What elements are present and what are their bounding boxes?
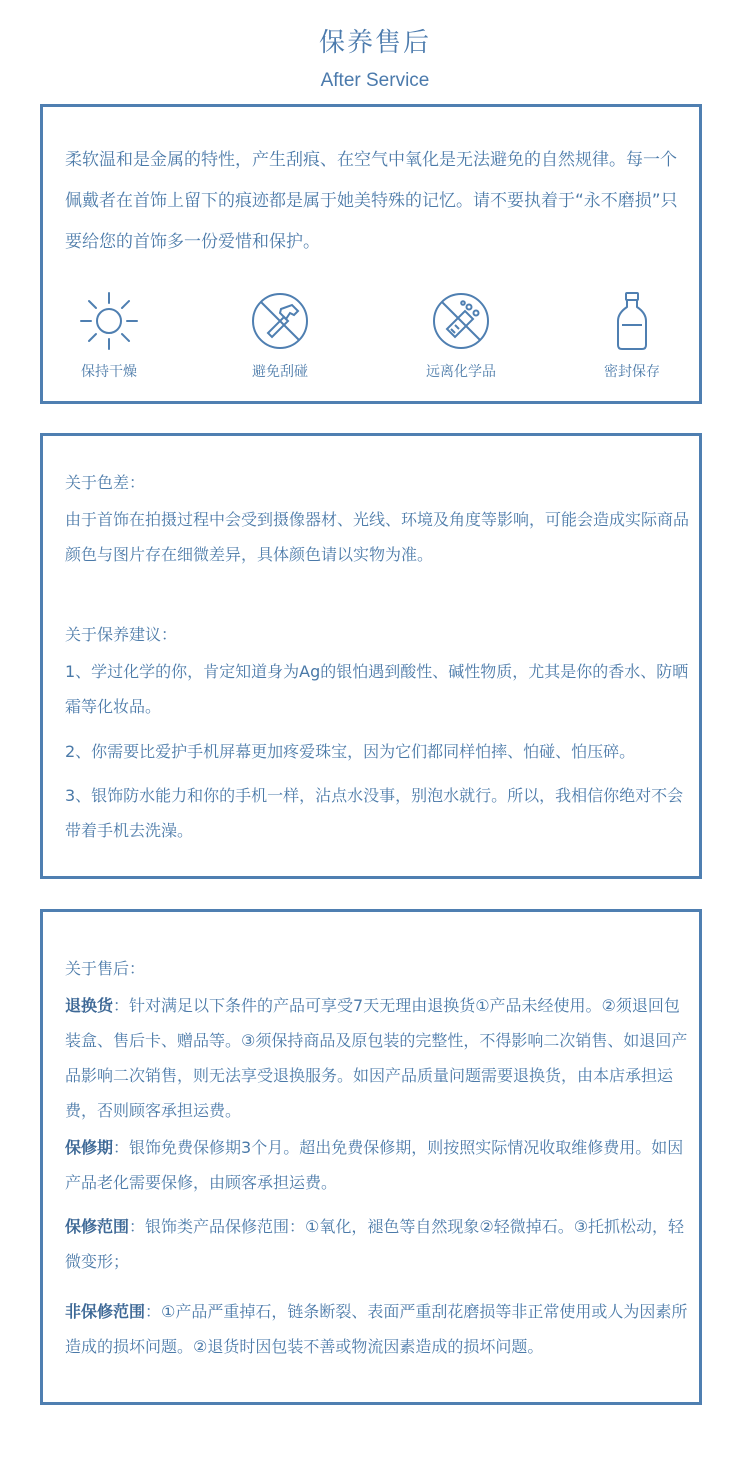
care-icons	[43, 289, 699, 389]
maintenance-item-2: 2、你需要比爱护手机屏幕更加疼爱珠宝，因为它们都同样怕摔、怕碰、怕压碎。	[65, 742, 636, 761]
term-returns: 退换货	[65, 996, 114, 1015]
page-subtitle: After Service	[320, 70, 430, 91]
care-item-sealed	[567, 289, 697, 381]
after-sales-heading: 关于售后：	[65, 959, 146, 978]
care-intro: 柔软温和是金属的特性，产生刮痕、在空气中氧化是无法避免的自然规律。每一个佩戴者在首饰上留下的痕迹都是属于她美特殊的记忆。请不要执着于“永不磨损”只要给您的首饰多一份爱惜和保护。	[65, 150, 678, 252]
after-sales-item-exclusions	[65, 1294, 689, 1364]
text-returns: ：针对满足以下条件的产品可享受7天无理由退换货①产品未经使用。②须退回包装盒、售后卡、赠品等。③须保持商品及原包装的完整性，不得影响二次销售、如退回产品影响二次销售，则无法享受退换服务。如因产品质量问题需要退换货，由本店承担运费，否则顾客承担运费。	[65, 996, 688, 1120]
maintenance-heading: 关于保养建议：	[65, 625, 178, 644]
maintenance-item-3: 3、银饰防水能力和你的手机一样，沾点水没事，别泡水就行。所以，我相信你绝对不会带着手机去洗澡。	[65, 786, 684, 840]
after-sales-panel	[40, 909, 702, 1405]
care-label-scratch: 避免刮碰	[252, 364, 308, 380]
color-text: 由于首饰在拍摄过程中会受到摄像器材、光线、环境及角度等影响，可能会造成实际商品颜色与图片存在细微差异，具体颜色请以实物为准。	[65, 510, 690, 564]
chemical-prohibited-icon	[429, 289, 493, 353]
term-coverage: 保修范围	[65, 1217, 130, 1236]
hammer-prohibited-icon	[248, 289, 312, 353]
care-panel	[40, 104, 702, 404]
term-exclusions: 非保修范围	[65, 1302, 146, 1321]
after-sales-item-returns	[65, 988, 689, 1128]
maintenance-panel	[40, 433, 702, 879]
bottle-icon	[600, 289, 664, 353]
maintenance-item-1: 1、学过化学的你，肯定知道身为Ag的银怕遇到酸性、碱性物质，尤其是你的香水、防晒霜等化妆品。	[65, 662, 689, 716]
care-item-scratch	[215, 289, 345, 381]
sun-icon	[77, 289, 141, 353]
care-item-chemical	[396, 289, 526, 381]
color-heading: 关于色差：	[65, 473, 146, 492]
care-label-dry: 保持干燥	[81, 364, 137, 380]
care-label-chemical: 远离化学品	[426, 364, 496, 380]
care-label-sealed: 密封保存	[604, 364, 660, 380]
after-sales-item-warranty	[65, 1130, 689, 1200]
page-title: 保养售后	[318, 28, 431, 58]
text-exclusions: ：①产品严重掉石，链条断裂、表面严重刮花磨损等非正常使用或人为因素所造成的损坏问题。②退货时因包装不善或物流因素造成的损坏问题。	[65, 1302, 688, 1356]
after-sales-item-coverage	[65, 1209, 689, 1279]
care-item-dry	[44, 289, 174, 381]
term-warranty: 保修期	[65, 1138, 114, 1157]
text-coverage: ：银饰类产品保修范围：①氧化，褪色等自然现象②轻微掉石。③托抓松动，轻微变形；	[65, 1217, 685, 1271]
text-warranty: ：银饰免费保修期3个月。超出免费保修期，则按照实际情况收取维修费用。如因产品老化需要保修，由顾客承担运费。	[65, 1138, 684, 1192]
